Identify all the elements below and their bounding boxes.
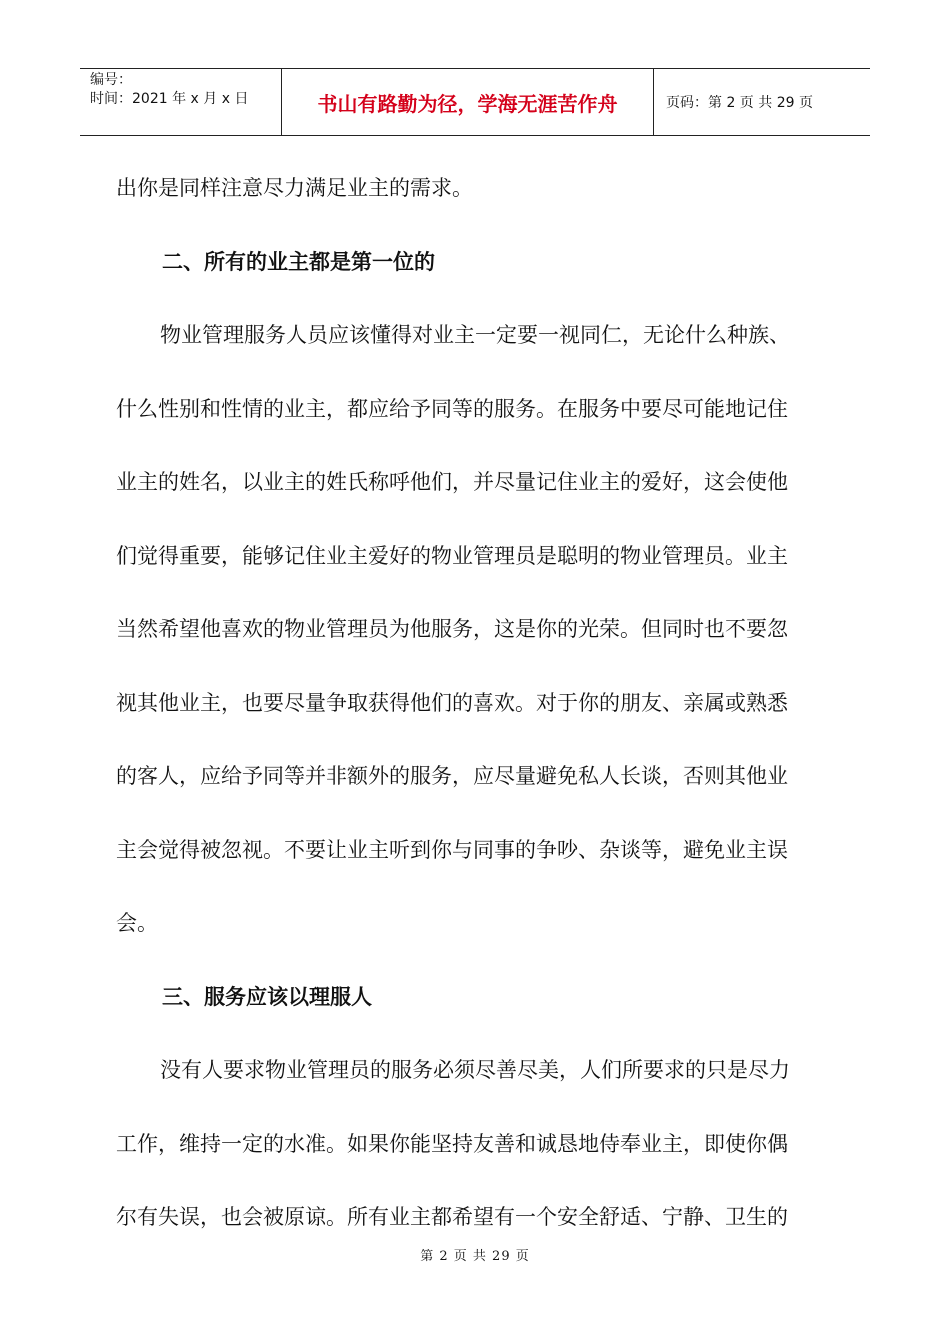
page-footer: 第 2 页 共 29 页 xyxy=(420,1249,530,1264)
paragraph-line: 尔有失误，也会被原谅。所有业主都希望有一个安全舒适、宁静、卫生的 xyxy=(116,1205,788,1229)
paragraph-line: 视其他业主，也要尽量争取获得他们的喜欢。对于你的朋友、亲属或熟悉 xyxy=(116,690,788,715)
paragraph-line: 物业管理服务人员应该懂得对业主一定要一视同仁，无论什么种族、 xyxy=(160,323,790,347)
document-time-label: 时间：2021 年 x 月 x 日 xyxy=(90,91,249,107)
document-body xyxy=(116,158,836,1261)
header-motto: 书山有路勤为径，学海无涯苦作舟 xyxy=(282,69,654,135)
section-heading: 二、所有的业主都是第一位的 xyxy=(162,248,435,274)
header-meta xyxy=(80,69,282,135)
paragraph-line: 主会觉得被忽视。不要让业主听到你与同事的争吵、杂谈等，避免业主误 xyxy=(116,837,788,862)
paragraph-line: 出你是同样注意尽力满足业主的需求。 xyxy=(116,176,473,200)
paragraph-line: 没有人要求物业管理员的服务必须尽善尽美，人们所要求的只是尽力 xyxy=(160,1058,790,1082)
header-page-info: 页码：第 2 页 共 29 页 xyxy=(666,95,813,111)
paragraph-line: 当然希望他喜欢的物业管理员为他服务，这是你的光荣。但同时也不要忽 xyxy=(116,617,788,641)
paragraph-line: 的客人，应给予同等并非额外的服务，应尽量避免私人长谈，否则其他业 xyxy=(116,764,788,788)
paragraph-line: 什么性别和性情的业主，都应给予同等的服务。在服务中要尽可能地记住 xyxy=(116,396,788,421)
paragraph-line: 业主的姓名，以业主的姓氏称呼他们，并尽量记住业主的爱好，这会使他 xyxy=(116,470,788,494)
paragraph-line: 会。 xyxy=(116,911,158,935)
section-heading: 三、服务应该以理服人 xyxy=(162,983,372,1009)
page-header xyxy=(80,68,870,136)
paragraph-line: 工作，维持一定的水准。如果你能坚持友善和诚恳地侍奉业主，即使你偶 xyxy=(116,1131,788,1156)
document-number-label: 编号： xyxy=(90,72,132,88)
paragraph-line: 们觉得重要，能够记住业主爱好的物业管理员是聪明的物业管理员。业主 xyxy=(116,543,788,568)
